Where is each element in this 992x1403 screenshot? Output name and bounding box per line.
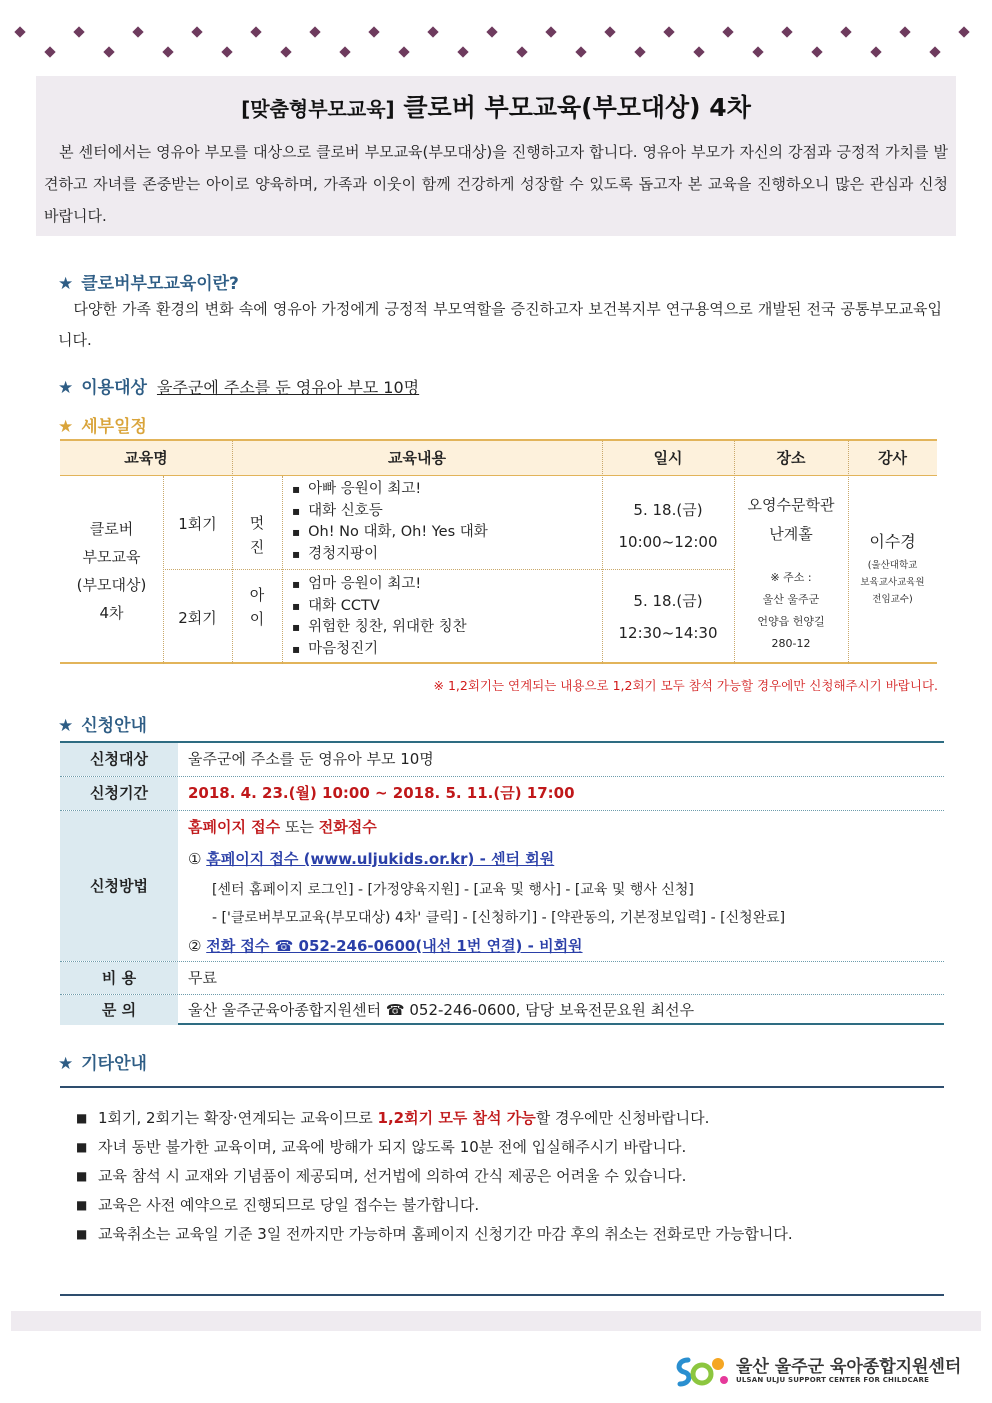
target-heading-label: 이용대상 bbox=[81, 378, 147, 398]
about-heading-label: 클로버부모교육이란? bbox=[81, 274, 239, 294]
diamond-dot-icon bbox=[634, 46, 645, 57]
place-address bbox=[734, 567, 848, 655]
session-2-topic bbox=[232, 583, 282, 631]
session-1-topic bbox=[232, 511, 282, 559]
homepage-apply-link[interactable]: 홈페이지 접수 (www.uljukids.or.kr) - 센터 회원 bbox=[206, 850, 555, 868]
section-target-heading bbox=[58, 373, 419, 398]
option-number: ② bbox=[188, 937, 202, 955]
diamond-dot-icon bbox=[575, 46, 586, 57]
diamond-dot-icon bbox=[516, 46, 527, 57]
apply-period-value: 2018. 4. 23.(월) 10:00 ~ 2018. 5. 11.(금) 17:00 bbox=[188, 784, 575, 802]
intro-paragraph bbox=[44, 136, 948, 232]
instructor-info-line: 보육교사교육원 bbox=[860, 577, 925, 588]
apply-table bbox=[60, 741, 944, 1025]
diamond-dot-icon bbox=[545, 26, 556, 37]
diamond-dot-icon bbox=[14, 26, 25, 37]
apply-period-label: 신청기간 bbox=[60, 777, 178, 810]
address-line: 280-12 bbox=[771, 637, 811, 650]
org-logo bbox=[674, 1352, 974, 1392]
course-name-line: 클로버 bbox=[89, 520, 134, 538]
section-schedule-heading bbox=[58, 412, 147, 437]
session-time: 12:30~14:30 bbox=[618, 624, 718, 642]
diamond-dot-icon bbox=[929, 46, 940, 57]
list-item: ▪ 아빠 응원이 최고! bbox=[292, 479, 488, 501]
divider bbox=[282, 476, 283, 664]
phone-apply-link[interactable]: 전화 접수 ☎ 052-246-0600(내선 1번 연결) - 비회원 bbox=[206, 937, 583, 955]
star-icon: ★ bbox=[58, 274, 74, 294]
session-2-label: 2회기 bbox=[178, 609, 217, 627]
diamond-dot-icon bbox=[722, 26, 733, 37]
course-name-line: 부모교육 bbox=[82, 548, 141, 566]
etc-text: 할 경우에만 신청바랍니다. bbox=[535, 1109, 710, 1127]
list-item: ■ 교육은 사전 예약으로 진행되므로 당일 접수는 불가합니다. bbox=[76, 1191, 936, 1220]
section-about-heading bbox=[58, 269, 239, 294]
address-line: 울산 울주군 bbox=[762, 593, 820, 606]
topic-char: 진 bbox=[249, 538, 265, 556]
apply-method-label: 신청방법 bbox=[60, 811, 178, 961]
diamond-dot-icon bbox=[457, 46, 468, 57]
divider bbox=[163, 569, 734, 570]
apply-fee-value: 무료 bbox=[188, 969, 217, 987]
session-1-datetime bbox=[602, 494, 734, 558]
method-or-text: 또는 bbox=[284, 818, 314, 836]
topic-char: 이 bbox=[249, 610, 265, 628]
diamond-dot-icon bbox=[811, 46, 822, 57]
footer-bar bbox=[11, 1311, 981, 1331]
etc-heading-label: 기타안내 bbox=[81, 1054, 147, 1074]
session-1-label: 1회기 bbox=[178, 515, 217, 533]
diamond-dot-icon bbox=[958, 26, 969, 37]
title-prefix: [맞춤형부모교육] bbox=[241, 97, 395, 121]
diamond-dot-icon bbox=[693, 46, 704, 57]
divider bbox=[60, 810, 944, 811]
list-item: ▪ 위험한 칭찬, 위대한 칭찬 bbox=[292, 617, 467, 639]
diamond-dot-icon bbox=[870, 46, 881, 57]
org-name: 울산 울주군 육아종합지원센터 bbox=[736, 1357, 962, 1377]
list-item: ▪ 대화 CCTV bbox=[292, 596, 467, 618]
diamond-dot-icon bbox=[280, 46, 291, 57]
instructor-info-line: 전임교수) bbox=[872, 594, 913, 605]
diamond-dot-icon bbox=[44, 46, 55, 57]
session-time: 10:00~12:00 bbox=[618, 533, 718, 551]
header-place: 장소 bbox=[776, 449, 806, 467]
divider bbox=[163, 476, 164, 664]
method-homepage-text: 홈페이지 접수 bbox=[188, 818, 281, 836]
target-value: 울주군에 주소를 둔 영유아 부모 10명 bbox=[156, 378, 420, 397]
diamond-dot-icon bbox=[840, 26, 851, 37]
list-item: ▪ 마음청진기 bbox=[292, 639, 467, 661]
apply-method-intro bbox=[188, 815, 377, 839]
header-course: 교육명 bbox=[124, 449, 168, 467]
diamond-dot-icon bbox=[427, 26, 438, 37]
etc-text: 1회기, 2회기는 확장·연계되는 교육이므로 bbox=[98, 1109, 378, 1127]
apply-fee-label: 비 용 bbox=[60, 962, 178, 994]
topic-char: 멋 bbox=[249, 514, 265, 532]
etc-emphasis: 1,2회기 모두 참석 가능 bbox=[377, 1109, 536, 1127]
session-2-datetime bbox=[602, 585, 734, 649]
header-datetime: 일시 bbox=[653, 449, 683, 467]
apply-method-option-1 bbox=[188, 847, 554, 871]
diamond-dot-icon bbox=[132, 26, 143, 37]
about-text: 다양한 가족 환경의 변화 속에 영유아 가정에게 긍정적 부모역할을 증진하고자 보건복지부 연구용역으로 개발된 전국 공통부모교육입니다. bbox=[58, 300, 942, 349]
method-step-line: [센터 홈페이지 로그인] - [가정양육지원] - [교육 및 행사] - [교육 및 행사 신청] bbox=[212, 882, 694, 898]
schedule-table bbox=[60, 439, 937, 664]
instructor-name: 이수경 bbox=[869, 532, 916, 551]
star-icon: ★ bbox=[58, 417, 74, 437]
course-name bbox=[60, 515, 163, 627]
diamond-dot-icon bbox=[486, 26, 497, 37]
diamond-dot-icon bbox=[103, 46, 114, 57]
topic-char: 아 bbox=[249, 586, 265, 604]
apply-method-option-2 bbox=[188, 934, 583, 958]
diamond-dot-icon bbox=[191, 26, 202, 37]
decorative-dot-border bbox=[16, 24, 976, 64]
apply-heading-label: 신청안내 bbox=[81, 716, 147, 736]
session-2-items bbox=[292, 574, 467, 660]
intro-text: 본 센터에서는 영유아 부모를 대상으로 클로버 부모교육(부모대상)을 진행하고자 합니다. 영유아 부모가 자신의 강점과 긍정적 가치를 발견하고 자녀를 존중받는 아이로 양육하며, 가족과 이웃이 함께 건강하게 성장할 수 있도록 돕고자 본 교육을 진행하오니 많은 관심과 신청 바랍니다. bbox=[44, 143, 948, 225]
session-date: 5. 18.(금) bbox=[633, 592, 703, 610]
divider bbox=[848, 441, 849, 664]
list-item: ▪ 경청지팡이 bbox=[292, 544, 488, 566]
list-item: ■ 교육 참석 시 교재와 기념품이 제공되며, 선거법에 의하여 간식 제공은 어려울 수 있습니다. bbox=[76, 1162, 936, 1191]
diamond-dot-icon bbox=[752, 46, 763, 57]
option-number: ① bbox=[188, 850, 202, 868]
diamond-dot-icon bbox=[162, 46, 173, 57]
diamond-dot-icon bbox=[899, 26, 910, 37]
apply-contact-label: 문 의 bbox=[60, 995, 178, 1025]
diamond-dot-icon bbox=[781, 26, 792, 37]
instructor-info-line: (울산대학교 bbox=[867, 560, 918, 571]
section-apply-heading bbox=[58, 711, 147, 736]
list-item: ▪ 엄마 응원이 최고! bbox=[292, 574, 467, 596]
apply-target-label: 신청대상 bbox=[60, 743, 178, 776]
star-icon: ★ bbox=[58, 378, 74, 398]
place bbox=[734, 491, 848, 549]
session-date: 5. 18.(금) bbox=[633, 501, 703, 519]
apply-contact-value: 울산 울주군육아종합지원센터 ☎ 052-246-0600, 담당 보육전문요원 최선우 bbox=[188, 1001, 695, 1019]
diamond-dot-icon bbox=[309, 26, 320, 37]
apply-target-value: 울주군에 주소를 둔 영유아 부모 10명 bbox=[188, 750, 434, 768]
diamond-dot-icon bbox=[398, 46, 409, 57]
address-line: ※ 주소 : bbox=[770, 571, 812, 584]
diamond-dot-icon bbox=[604, 26, 615, 37]
course-name-line: (부모대상) bbox=[76, 576, 147, 594]
diamond-dot-icon bbox=[221, 46, 232, 57]
list-item: ■ 자녀 동반 불가한 교육이며, 교육에 방해가 되지 않도록 10분 전에 입실해주시기 바랍니다. bbox=[76, 1133, 936, 1162]
place-line: 난계홀 bbox=[769, 525, 813, 543]
instructor-info bbox=[848, 557, 937, 608]
method-step-line: - ['클로버부모교육(부모대상) 4차' 클릭] - [신청하기] - [약관동의, 기본정보입력] - [신청완료] bbox=[212, 910, 786, 926]
schedule-heading-label: 세부일정 bbox=[81, 417, 147, 437]
org-logo-icon bbox=[674, 1352, 732, 1392]
list-item: ■ 교육취소는 교육일 기준 3일 전까지만 가능하며 홈페이지 신청기간 마감 후의 취소는 전화로만 가능합니다. bbox=[76, 1220, 936, 1249]
diamond-dot-icon bbox=[368, 26, 379, 37]
page-title bbox=[0, 88, 992, 124]
diamond-dot-icon bbox=[339, 46, 350, 57]
section-etc-heading bbox=[58, 1049, 147, 1074]
apply-method-steps bbox=[212, 876, 785, 932]
list-item bbox=[76, 1104, 936, 1133]
star-icon: ★ bbox=[58, 1054, 74, 1074]
session-1-items bbox=[292, 479, 488, 565]
diamond-dot-icon bbox=[73, 26, 84, 37]
method-phone-text: 전화접수 bbox=[318, 818, 377, 836]
course-name-line: 4차 bbox=[99, 604, 124, 622]
about-paragraph bbox=[58, 294, 942, 356]
list-item: ▪ Oh! No 대화, Oh! Yes 대화 bbox=[292, 522, 488, 544]
schedule-note: ※ 1,2회기는 연계되는 내용으로 1,2회기 모두 참석 가능할 경우에만 신청해주시기 바랍니다. bbox=[433, 678, 938, 693]
diamond-dot-icon bbox=[250, 26, 261, 37]
address-line: 언양읍 헌양길 bbox=[757, 615, 825, 628]
etc-list bbox=[76, 1104, 936, 1249]
header-content: 교육내용 bbox=[388, 449, 446, 467]
title-main: 클로버 부모교육(부모대상) 4차 bbox=[403, 93, 751, 122]
org-name-en: ULSAN ULJU SUPPORT CENTER FOR CHILDCARE bbox=[736, 1376, 930, 1384]
header-instructor: 강사 bbox=[878, 449, 907, 467]
diamond-dot-icon bbox=[663, 26, 674, 37]
list-item: ▪ 대화 신호등 bbox=[292, 501, 488, 523]
star-icon: ★ bbox=[58, 716, 74, 736]
place-line: 오영수문학관 bbox=[747, 496, 835, 514]
